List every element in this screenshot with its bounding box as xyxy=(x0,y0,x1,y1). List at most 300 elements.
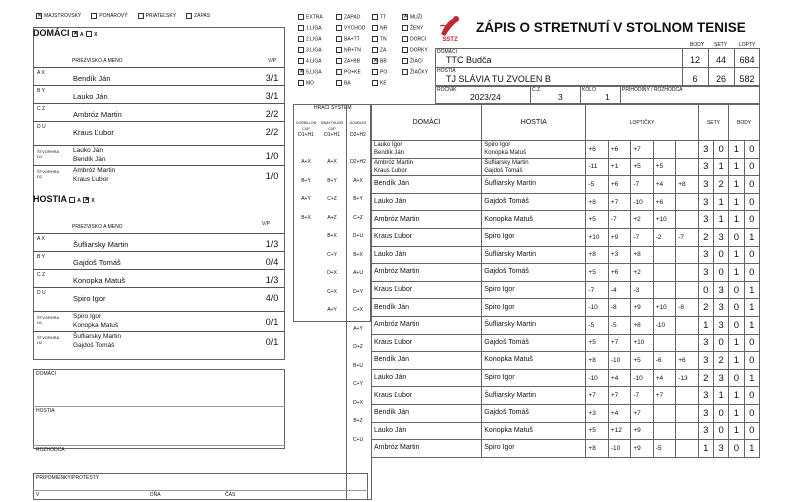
codes-option-6[interactable]: KE xyxy=(372,80,387,86)
kolo-value: 1 xyxy=(605,92,610,102)
sets-home: 2 xyxy=(698,369,713,387)
match-home: Lauko Ján xyxy=(372,422,482,440)
set-score xyxy=(676,193,698,211)
guest-col-vp: V/P xyxy=(262,221,271,227)
system-pair: B+X xyxy=(301,214,311,221)
player-name: Lauko Ján xyxy=(73,92,108,101)
points-home: 0 xyxy=(729,299,744,317)
sets-home: 2 xyxy=(698,299,713,317)
match-home: Kraus Ľubor xyxy=(372,228,482,246)
set-score xyxy=(676,141,698,159)
set-score xyxy=(676,387,698,405)
home-col-name: PRIEZVISKO A MENO xyxy=(72,58,123,64)
points-home: 0 xyxy=(729,228,744,246)
set-score: +2 xyxy=(631,211,653,229)
doubles-row xyxy=(33,145,285,165)
match-row xyxy=(372,281,760,299)
sig-referee-label: ROZHODCA xyxy=(36,447,65,453)
match-guest: Spiro Igor xyxy=(482,299,586,317)
player-vp: 2/2 xyxy=(265,127,279,137)
doubles-name1: Lauko Ján xyxy=(73,147,103,154)
match-type-0[interactable]: ✕ MAJSTROVSKÝ xyxy=(37,13,82,20)
points-home: 1 xyxy=(729,193,744,211)
set-score: -8 xyxy=(608,299,630,317)
player-name: Spiro Igor xyxy=(73,294,106,303)
match-home-player: Ambróz Martin xyxy=(374,159,414,166)
set-score: +6 xyxy=(608,264,630,282)
points-guest: 1 xyxy=(744,369,759,387)
points-home: 1 xyxy=(729,211,744,229)
player-vp: 2/2 xyxy=(265,109,279,119)
player-row xyxy=(33,103,285,121)
set-score: -5 xyxy=(586,176,608,194)
match-home: Ambróz Martin xyxy=(372,211,482,229)
match-row xyxy=(372,316,760,334)
set-score: +6 xyxy=(608,176,630,194)
system-pair: C+X xyxy=(327,288,337,295)
match-row xyxy=(372,246,760,264)
match-guest: Spiro Igor xyxy=(482,369,586,387)
regions-option-0[interactable]: ZÁPAD xyxy=(336,14,360,20)
col-balls-header: LOPTIČKY xyxy=(586,105,698,141)
system-pair: D+U xyxy=(352,233,364,239)
set-score: -10 xyxy=(586,369,608,387)
sets-guest: 0 xyxy=(713,334,728,352)
points-home: 1 xyxy=(729,141,744,159)
set-score: +10 xyxy=(631,334,653,352)
points-guest: 1 xyxy=(744,316,759,334)
match-guest: Spiro Igor xyxy=(482,281,586,299)
match-row xyxy=(372,334,760,352)
match-guest-player: Konopka Matuš xyxy=(484,150,526,157)
leagues-option-3[interactable]: 3.LIGA xyxy=(298,47,322,53)
points-home: 1 xyxy=(729,334,744,352)
system-pair: C+U xyxy=(352,436,364,443)
match-row xyxy=(372,228,760,246)
match-row xyxy=(372,264,760,282)
set-score: -10 xyxy=(586,299,608,317)
match-row xyxy=(372,352,760,370)
set-score: -5 xyxy=(608,316,630,334)
points-home: 0 xyxy=(729,440,744,458)
match-home: Lauko Ján xyxy=(372,193,482,211)
sets-home: 3 xyxy=(698,334,713,352)
match-row xyxy=(372,299,760,317)
cz-value: 3 xyxy=(558,92,563,102)
cats-option-1[interactable]: ŽENY xyxy=(402,25,423,31)
match-guest xyxy=(482,141,586,159)
match-guest: Konopka Matuš xyxy=(482,422,586,440)
bottom-cas-label: ČAS xyxy=(225,492,236,498)
player-pos: C Z xyxy=(37,272,46,278)
system-pair: A+U xyxy=(353,270,363,276)
sig-guest-label: HOSTIA xyxy=(36,408,55,414)
match-home: Bendík Ján xyxy=(372,404,482,422)
home-sety: 44 xyxy=(715,55,726,65)
system-col-head-1: SWAYTHLING CUP xyxy=(320,121,344,131)
player-name: Bendík Ján xyxy=(73,74,111,83)
sets-guest: 0 xyxy=(713,264,728,282)
cats-option-5[interactable]: ŽIAČKY xyxy=(402,69,428,75)
codes-option-2[interactable]: TN xyxy=(372,36,387,42)
set-score: -7 xyxy=(676,228,698,246)
regions-option-4[interactable]: ZA+BB xyxy=(336,58,360,64)
set-score: +8 xyxy=(631,246,653,264)
match-home-player: Lauko Igor xyxy=(374,142,403,149)
sets-home: 3 xyxy=(698,404,713,422)
player-name: Gajdoš Tomáš xyxy=(73,258,121,267)
doubles-pos: ŠTVORHRA D1 xyxy=(37,149,60,159)
match-guest xyxy=(482,158,586,176)
sets-home: 3 xyxy=(698,264,713,282)
player-pos: B Y xyxy=(37,88,45,94)
match-row xyxy=(372,440,760,458)
set-score: -7 xyxy=(608,211,630,229)
player-row xyxy=(33,269,285,287)
guest-team-name: TJ SLÁVIA TU ZVOLEN B xyxy=(446,74,551,84)
doubles-name1: Ambróz Martin xyxy=(73,167,116,174)
match-guest: Spiro Igor xyxy=(482,440,586,458)
player-row xyxy=(33,251,285,269)
player-pos: D U xyxy=(37,124,46,130)
set-score: -10 xyxy=(631,193,653,211)
set-score xyxy=(676,264,698,282)
codes-option-3[interactable]: ZA xyxy=(372,47,386,53)
codes-option-1[interactable]: NR xyxy=(372,25,387,31)
match-guest-player: Spiro Igor xyxy=(484,142,511,149)
sstz-logo xyxy=(437,12,463,46)
match-home: Ambróz Martin xyxy=(372,316,482,334)
match-home: Bendík Ján xyxy=(372,299,482,317)
set-score: +4 xyxy=(608,404,630,422)
guest-team-label: HOSTIA xyxy=(437,68,456,74)
system-col-sub-1: D1+H1 xyxy=(324,132,340,138)
match-home: Lauko Ján xyxy=(372,246,482,264)
cats-option-2[interactable]: DORCI xyxy=(402,36,426,42)
set-score xyxy=(676,316,698,334)
page-title: ZÁPIS O STRETNUTÍ V STOLNOM TENISE xyxy=(476,20,746,35)
set-score: +7 xyxy=(631,404,653,422)
sets-guest: 3 xyxy=(713,281,728,299)
col-home-header: DOMÁCI xyxy=(372,105,482,141)
guest-section-title: HOSTIA A ✕ X xyxy=(33,194,95,204)
system-pair: B+Y xyxy=(301,177,311,184)
player-row xyxy=(33,233,285,251)
points-guest: 0 xyxy=(744,404,759,422)
codes-option-5[interactable]: PO xyxy=(372,69,387,75)
sets-home: 3 xyxy=(698,193,713,211)
set-score: -11 xyxy=(586,158,608,176)
sets-home: 3 xyxy=(698,176,713,194)
match-guest: Konopka Matuš xyxy=(482,211,586,229)
set-score: -7 xyxy=(586,281,608,299)
player-row xyxy=(33,121,285,139)
player-pos: A X xyxy=(37,236,45,242)
bottom-dna-label: DŇA xyxy=(150,492,161,498)
prihodiny-label: PRÍHODINY / ROZHODCA xyxy=(622,87,683,93)
set-score xyxy=(676,211,698,229)
system-pair: A+Y xyxy=(353,325,363,332)
set-score: +4 xyxy=(653,176,675,194)
player-name: Kraus Ľubor xyxy=(73,128,114,137)
doubles-name2: Kraus Ľubor xyxy=(73,176,109,183)
set-score xyxy=(653,281,675,299)
doubles-name2: Konopka Matuš xyxy=(73,322,119,329)
sig-home-label: DOMÁCI xyxy=(36,371,56,377)
set-score xyxy=(676,246,698,264)
set-score: +7 xyxy=(608,387,630,405)
match-home: Bendík Ján xyxy=(372,352,482,370)
points-guest: 1 xyxy=(744,228,759,246)
sets-guest: 2 xyxy=(713,352,728,370)
match-type-1[interactable]: POHÁROVÝ xyxy=(91,13,127,19)
points-home: 1 xyxy=(729,246,744,264)
match-home xyxy=(372,141,482,159)
set-score: -10 xyxy=(608,440,630,458)
set-score: +6 xyxy=(586,141,608,159)
points-home: 1 xyxy=(729,158,744,176)
player-name: Konopka Matuš xyxy=(73,276,126,285)
set-score: -7 xyxy=(631,176,653,194)
match-guest-player: Gajdoš Tomáš xyxy=(484,167,523,174)
set-score: +7 xyxy=(608,334,630,352)
points-home: 1 xyxy=(729,176,744,194)
set-score: +9 xyxy=(631,299,653,317)
set-score: +7 xyxy=(586,387,608,405)
match-row xyxy=(372,176,760,194)
system-pair: B+X xyxy=(327,233,337,239)
leagues-option-2[interactable]: 2.LIGA xyxy=(298,36,322,42)
player-vp: 4/0 xyxy=(265,293,279,303)
player-vp: 3/1 xyxy=(265,91,279,101)
points-home: 1 xyxy=(729,387,744,405)
set-score: +8 xyxy=(586,352,608,370)
sets-guest: 0 xyxy=(713,422,728,440)
sets-guest: 0 xyxy=(713,246,728,264)
set-score xyxy=(653,404,675,422)
sets-home: 1 xyxy=(698,440,713,458)
sets-home: 0 xyxy=(698,281,713,299)
regions-option-5[interactable]: PO+KE xyxy=(336,69,361,75)
sets-guest: 3 xyxy=(713,316,728,334)
set-score xyxy=(676,440,698,458)
rocnik-value: 2023/24 xyxy=(470,92,501,102)
system-pair: C+Z xyxy=(353,214,363,221)
player-pos: C Z xyxy=(37,106,46,112)
sets-guest: 1 xyxy=(713,158,728,176)
points-home: 1 xyxy=(729,352,744,370)
match-row xyxy=(372,404,760,422)
set-score: +6 xyxy=(653,193,675,211)
kolo-label: KOLO xyxy=(582,87,596,93)
match-home: Ambróz Martin xyxy=(372,264,482,282)
system-pair: C+Y xyxy=(353,381,363,387)
system-pair: B+Y xyxy=(353,196,363,202)
set-score: +6 xyxy=(608,141,630,159)
codes-option-0[interactable]: TT xyxy=(372,14,386,20)
points-home: 1 xyxy=(729,422,744,440)
match-guest: Šufliarsky Martin xyxy=(482,176,586,194)
col-guest-header: HOSTIA xyxy=(482,105,586,141)
system-pair: A+Y xyxy=(301,196,311,202)
player-vp: 3/1 xyxy=(265,73,279,83)
set-score: +5 xyxy=(586,422,608,440)
set-score xyxy=(676,334,698,352)
bottom-v-label: V xyxy=(36,492,40,498)
doubles-vp: 0/1 xyxy=(265,317,279,327)
points-guest: 0 xyxy=(744,193,759,211)
cats-option-4[interactable]: ŽIACI xyxy=(402,58,423,64)
match-home-player: Bendík Ján xyxy=(374,150,405,157)
match-type-2[interactable]: PRIATEĽSKÝ xyxy=(138,13,176,19)
match-home: Kraus Ľubor xyxy=(372,387,482,405)
cz-label: Č.Z. xyxy=(532,87,542,93)
system-pair: D+Y xyxy=(353,288,363,295)
sets-home: 3 xyxy=(698,158,713,176)
sets-guest: 0 xyxy=(713,404,728,422)
system-pair: A+X xyxy=(353,177,363,184)
notes-label: PRIPOMIENKY/PROTESTY xyxy=(36,475,100,481)
points-home: 0 xyxy=(729,281,744,299)
set-score: -3 xyxy=(631,281,653,299)
set-score xyxy=(676,158,698,176)
leagues-option-5[interactable]: ✕ 5.LIGA xyxy=(299,69,322,76)
points-home: 0 xyxy=(729,369,744,387)
system-pair: A+X xyxy=(301,159,311,165)
player-row xyxy=(33,85,285,103)
match-row xyxy=(372,422,760,440)
sets-home: 2 xyxy=(698,228,713,246)
guest-col-name: PRIEZVISKO A MENO xyxy=(72,224,123,230)
sets-guest: 3 xyxy=(713,299,728,317)
set-score: +3 xyxy=(586,404,608,422)
doubles-vp: 1/0 xyxy=(265,171,279,181)
sets-home: 3 xyxy=(698,141,713,159)
cats-option-3[interactable]: DORKY xyxy=(402,47,428,53)
set-score xyxy=(676,281,698,299)
set-score: -10 xyxy=(653,316,675,334)
regions-option-1[interactable]: VÝCHOD xyxy=(336,25,365,31)
points-guest: 0 xyxy=(744,422,759,440)
match-type-3[interactable]: ZÁPAS xyxy=(186,13,210,19)
sets-home: 3 xyxy=(698,211,713,229)
player-pos: D U xyxy=(37,290,46,296)
leagues-option-0[interactable]: EXTRA xyxy=(298,14,323,20)
match-home: Bendík Ján xyxy=(372,176,482,194)
player-vp: 0/4 xyxy=(265,257,279,267)
set-score: -2 xyxy=(653,228,675,246)
match-row xyxy=(372,141,760,159)
set-score: +3 xyxy=(608,246,630,264)
sets-guest: 0 xyxy=(713,141,728,159)
match-guest: Šufliarsky Martin xyxy=(482,246,586,264)
codes-option-4[interactable]: ✕ BB xyxy=(373,58,387,65)
system-col-sub-0: D1+H1 xyxy=(298,132,314,138)
home-section-title: DOMÁCI ✕ A X xyxy=(33,28,98,38)
sets-home: 3 xyxy=(698,387,713,405)
points-guest: 0 xyxy=(744,211,759,229)
set-score: +8 xyxy=(586,440,608,458)
doubles-name1: Spiro Igor xyxy=(73,313,102,320)
match-guest: Gajdoš Tomáš xyxy=(482,404,586,422)
points-guest: 0 xyxy=(744,387,759,405)
set-score: +5 xyxy=(586,211,608,229)
points-guest: 1 xyxy=(744,281,759,299)
system-pair: D+X xyxy=(353,399,363,406)
guest-body: 6 xyxy=(692,74,698,84)
points-guest: 0 xyxy=(744,264,759,282)
points-home: 1 xyxy=(729,264,744,282)
set-score: -7 xyxy=(631,387,653,405)
set-score: +2 xyxy=(631,264,653,282)
system-pair: B+X xyxy=(353,251,363,258)
set-score: +1 xyxy=(608,158,630,176)
set-score xyxy=(653,264,675,282)
regions-option-2[interactable]: BA+TT xyxy=(336,36,360,42)
rocnik-label: ROČNÍK xyxy=(437,87,457,93)
player-row xyxy=(33,287,285,305)
set-score xyxy=(676,404,698,422)
sets-guest: 1 xyxy=(713,193,728,211)
leagues-option-6[interactable]: MO xyxy=(298,80,314,86)
sets-guest: 1 xyxy=(713,387,728,405)
doubles-row xyxy=(33,331,285,351)
cats-option-0[interactable]: ✕ MUŽI xyxy=(403,14,423,21)
points-home: 0 xyxy=(729,316,744,334)
home-team-name: TTC Budča xyxy=(446,55,492,65)
system-pair: B+Y xyxy=(327,177,337,184)
match-home-player: Kraus Ľubor xyxy=(374,167,407,174)
sets-guest: 3 xyxy=(713,440,728,458)
set-score: +8 xyxy=(631,316,653,334)
set-score: +5 xyxy=(631,352,653,370)
leagues-option-4[interactable]: 4.LIGA xyxy=(298,58,322,64)
match-row xyxy=(372,211,760,229)
match-row xyxy=(372,369,760,387)
match-guest: Konopka Matuš xyxy=(482,352,586,370)
doubles-name1: Šufliarsky Martin xyxy=(73,333,122,340)
set-score: +10 xyxy=(653,211,675,229)
regions-option-6[interactable]: BA xyxy=(336,80,351,86)
match-guest: Gajdoš Tomáš xyxy=(482,264,586,282)
guest-sety: 26 xyxy=(715,74,726,84)
points-guest: 0 xyxy=(744,246,759,264)
set-score xyxy=(653,334,675,352)
logo-text: SSTZ xyxy=(442,37,458,43)
match-guest: Šufliarsky Martin xyxy=(482,316,586,334)
leagues-option-1[interactable]: 1.LIGA xyxy=(298,25,322,31)
doubles-name2: Gajdoš Tomáš xyxy=(73,342,115,349)
set-score: -10 xyxy=(631,369,653,387)
sets-guest: 2 xyxy=(713,176,728,194)
match-home: Kraus Ľubor xyxy=(372,281,482,299)
sets-home: 3 xyxy=(698,246,713,264)
col-points-header: BODY xyxy=(729,105,760,141)
regions-option-3[interactable]: NR+TN xyxy=(336,47,361,53)
set-score: +12 xyxy=(608,422,630,440)
player-name: Šufliarsky Martin xyxy=(73,240,129,249)
match-home: Lauko Ján xyxy=(372,369,482,387)
system-pair: A+Y xyxy=(327,307,337,313)
set-score: +8 xyxy=(676,176,698,194)
points-home: 1 xyxy=(729,404,744,422)
set-score xyxy=(676,422,698,440)
doubles-name2: Bendík Ján xyxy=(73,156,106,163)
system-pair: C+X xyxy=(353,307,363,313)
col-lopty-label: LOPTY xyxy=(739,42,756,48)
sets-home: 3 xyxy=(698,352,713,370)
set-score: +8 xyxy=(586,193,608,211)
